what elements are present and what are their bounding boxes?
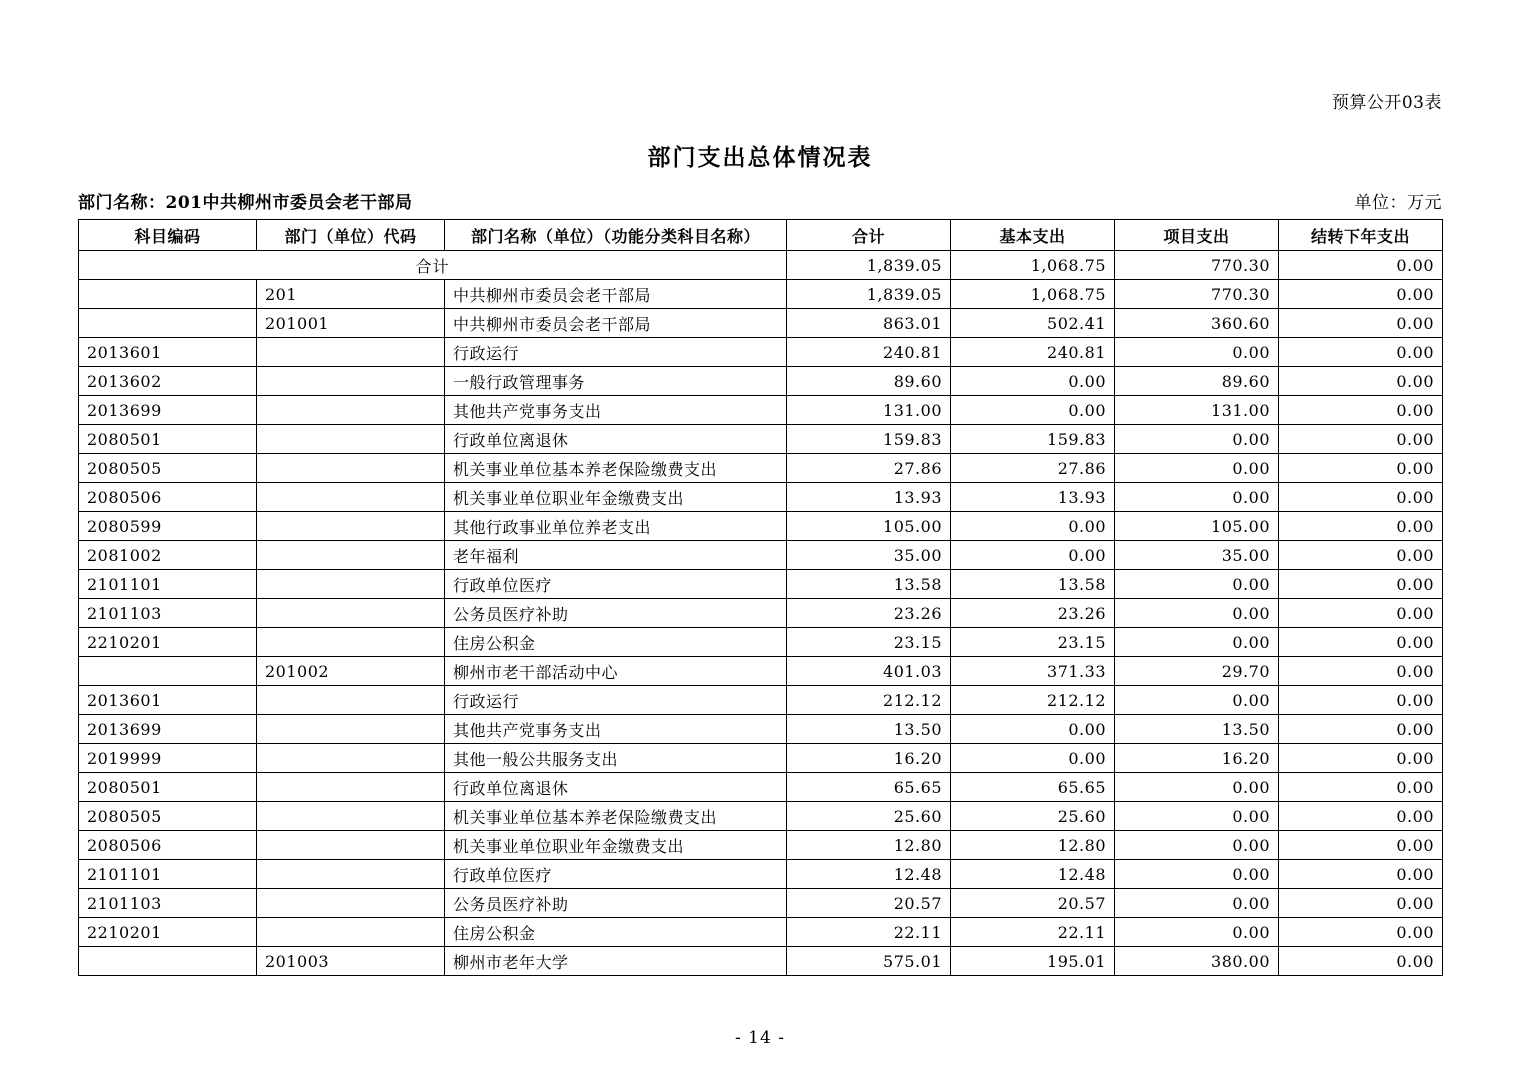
cell-basic: 12.48 [951,860,1115,889]
cell-basic: 65.65 [951,773,1115,802]
cell-project: 29.70 [1115,657,1279,686]
cell-carryover: 0.00 [1279,802,1443,831]
cell-subject-code: 2080505 [79,454,257,483]
cell-department-code [257,599,445,628]
cell-total: 89.60 [787,367,951,396]
cell-carryover: 0.00 [1279,773,1443,802]
column-header-department-name: 部门名称（单位）（功能分类科目名称） [445,220,787,251]
cell-total: 65.65 [787,773,951,802]
cell-department-code [257,628,445,657]
cell-total: 13.93 [787,483,951,512]
cell-basic: 371.33 [951,657,1115,686]
cell-project: 0.00 [1115,831,1279,860]
cell-basic: 0.00 [951,367,1115,396]
cell-total: 131.00 [787,396,951,425]
cell-basic: 0.00 [951,715,1115,744]
cell-department-code [257,744,445,773]
cell-department-code: 201003 [257,947,445,976]
cell-basic: 195.01 [951,947,1115,976]
cell-department-code: 201002 [257,657,445,686]
cell-basic: 23.26 [951,599,1115,628]
cell-basic: 0.00 [951,541,1115,570]
cell-department-name: 柳州市老年大学 [445,947,787,976]
cell-department-name: 行政运行 [445,686,787,715]
cell-total: 240.81 [787,338,951,367]
cell-subject-code: 2013601 [79,686,257,715]
cell-total: 105.00 [787,512,951,541]
cell-department-name: 一般行政管理事务 [445,367,787,396]
table-row [79,425,1443,454]
cell-project: 0.00 [1115,425,1279,454]
table-header-row [79,220,1443,251]
cell-basic: 12.80 [951,831,1115,860]
cell-project: 13.50 [1115,715,1279,744]
form-number: 预算公开03表 [1331,93,1442,113]
cell-carryover: 0.00 [1279,947,1443,976]
cell-department-name: 其他一般公共服务支出 [445,744,787,773]
cell-project: 0.00 [1115,686,1279,715]
cell-department-code [257,773,445,802]
cell-carryover: 0.00 [1279,309,1443,338]
cell-department-code [257,512,445,541]
column-header-basic-expenditure: 基本支出 [951,220,1115,251]
table-row [79,773,1443,802]
cell-subject-code: 2101103 [79,889,257,918]
department-name-label: 部门名称： [78,193,166,213]
page-footer: - 14 - [735,1028,785,1048]
cell-carryover: 0.00 [1279,715,1443,744]
table-row [79,396,1443,425]
cell-project: 0.00 [1115,628,1279,657]
cell-total: 1,839.05 [787,280,951,309]
cell-subject-code: 2013602 [79,367,257,396]
table-row [79,280,1443,309]
cell-total: 22.11 [787,918,951,947]
cell-project: 0.00 [1115,889,1279,918]
cell-department-code [257,802,445,831]
cell-subject-code: 2013699 [79,396,257,425]
cell-subject-code: 2101103 [79,599,257,628]
cell-total: 23.26 [787,599,951,628]
cell-department-name: 中共柳州市委员会老干部局 [445,309,787,338]
total-row-project: 770.30 [1115,251,1279,280]
cell-total: 35.00 [787,541,951,570]
cell-basic: 13.58 [951,570,1115,599]
cell-carryover: 0.00 [1279,860,1443,889]
cell-department-code [257,570,445,599]
cell-total: 12.48 [787,860,951,889]
cell-project: 0.00 [1115,599,1279,628]
cell-carryover: 0.00 [1279,338,1443,367]
cell-total: 23.15 [787,628,951,657]
table-row [79,512,1443,541]
cell-department-name: 机关事业单位职业年金缴费支出 [445,831,787,860]
cell-department-name: 住房公积金 [445,628,787,657]
cell-project: 16.20 [1115,744,1279,773]
total-row-total: 1,839.05 [787,251,951,280]
cell-department-code [257,715,445,744]
column-header-subject-code: 科目编码 [79,220,257,251]
cell-carryover: 0.00 [1279,541,1443,570]
cell-subject-code: 2080505 [79,802,257,831]
cell-project: 0.00 [1115,483,1279,512]
table-row [79,802,1443,831]
cell-subject-code: 2013699 [79,715,257,744]
cell-project: 0.00 [1115,918,1279,947]
cell-carryover: 0.00 [1279,628,1443,657]
cell-basic: 502.41 [951,309,1115,338]
cell-department-name: 公务员医疗补助 [445,889,787,918]
cell-basic: 22.11 [951,918,1115,947]
cell-department-code [257,541,445,570]
cell-total: 575.01 [787,947,951,976]
cell-project: 0.00 [1115,454,1279,483]
table-row-total [79,251,1443,280]
cell-department-name: 行政单位医疗 [445,570,787,599]
cell-department-code [257,338,445,367]
cell-basic: 212.12 [951,686,1115,715]
table-row [79,599,1443,628]
cell-department-name: 机关事业单位基本养老保险缴费支出 [445,454,787,483]
column-header-department-code: 部门（单位）代码 [257,220,445,251]
cell-carryover: 0.00 [1279,744,1443,773]
cell-department-code [257,425,445,454]
cell-carryover: 0.00 [1279,454,1443,483]
cell-department-code [257,918,445,947]
table-row [79,628,1443,657]
cell-subject-code: 2210201 [79,918,257,947]
table-row [79,657,1443,686]
cell-carryover: 0.00 [1279,599,1443,628]
cell-subject-code: 2080506 [79,831,257,860]
cell-basic: 0.00 [951,744,1115,773]
cell-total: 13.50 [787,715,951,744]
cell-total: 16.20 [787,744,951,773]
cell-carryover: 0.00 [1279,396,1443,425]
cell-subject-code: 2080506 [79,483,257,512]
cell-subject-code: 2080501 [79,773,257,802]
cell-department-name: 行政单位离退休 [445,773,787,802]
cell-project: 0.00 [1115,570,1279,599]
cell-total: 212.12 [787,686,951,715]
table-row [79,918,1443,947]
cell-subject-code: 2019999 [79,744,257,773]
cell-department-name: 柳州市老干部活动中心 [445,657,787,686]
cell-project: 105.00 [1115,512,1279,541]
cell-project: 131.00 [1115,396,1279,425]
cell-project: 0.00 [1115,773,1279,802]
cell-project: 770.30 [1115,280,1279,309]
cell-subject-code [79,280,257,309]
cell-department-name: 公务员医疗补助 [445,599,787,628]
cell-department-code: 201 [257,280,445,309]
document-meta [78,188,1442,213]
cell-subject-code [79,657,257,686]
cell-basic: 20.57 [951,889,1115,918]
cell-department-name: 住房公积金 [445,918,787,947]
cell-carryover: 0.00 [1279,512,1443,541]
column-header-total: 合计 [787,220,951,251]
page-title: 部门支出总体情况表 [647,144,873,171]
cell-department-name: 老年福利 [445,541,787,570]
cell-total: 27.86 [787,454,951,483]
total-row-label: 合计 [79,251,787,280]
cell-total: 12.80 [787,831,951,860]
cell-total: 20.57 [787,889,951,918]
cell-project: 0.00 [1115,860,1279,889]
cell-department-code: 201001 [257,309,445,338]
cell-basic: 0.00 [951,512,1115,541]
table-row [79,454,1443,483]
cell-department-code [257,831,445,860]
cell-carryover: 0.00 [1279,657,1443,686]
total-row-basic: 1,068.75 [951,251,1115,280]
cell-subject-code: 2101101 [79,860,257,889]
budget-table [78,219,1443,976]
table-row [79,483,1443,512]
cell-total: 401.03 [787,657,951,686]
table-row [79,889,1443,918]
table-row [79,831,1443,860]
cell-department-name: 行政单位医疗 [445,860,787,889]
table-row [79,744,1443,773]
cell-total: 863.01 [787,309,951,338]
cell-carryover: 0.00 [1279,831,1443,860]
cell-department-code [257,686,445,715]
table-row [79,686,1443,715]
cell-department-name: 机关事业单位职业年金缴费支出 [445,483,787,512]
table-row [79,338,1443,367]
cell-subject-code [79,309,257,338]
table-row [79,715,1443,744]
cell-total: 159.83 [787,425,951,454]
cell-carryover: 0.00 [1279,918,1443,947]
cell-department-name: 中共柳州市委员会老干部局 [445,280,787,309]
cell-subject-code: 2210201 [79,628,257,657]
unit-note: 单位：万元 [1354,193,1442,213]
cell-subject-code: 2013601 [79,338,257,367]
cell-subject-code: 2080501 [79,425,257,454]
cell-basic: 25.60 [951,802,1115,831]
cell-subject-code: 2101101 [79,570,257,599]
column-header-project-expenditure: 项目支出 [1115,220,1279,251]
cell-project: 35.00 [1115,541,1279,570]
total-row-carryover: 0.00 [1279,251,1443,280]
cell-basic: 23.15 [951,628,1115,657]
cell-carryover: 0.00 [1279,570,1443,599]
cell-project: 360.60 [1115,309,1279,338]
department-name-value: 201中共柳州市委员会老干部局 [165,193,413,213]
cell-department-name: 行政单位离退休 [445,425,787,454]
cell-basic: 0.00 [951,396,1115,425]
column-header-carryover: 结转下年支出 [1279,220,1443,251]
cell-department-code [257,396,445,425]
cell-subject-code: 2080599 [79,512,257,541]
cell-basic: 1,068.75 [951,280,1115,309]
table-body [79,251,1443,976]
cell-project: 0.00 [1115,802,1279,831]
department-name-line [78,188,413,213]
cell-carryover: 0.00 [1279,367,1443,396]
table-row [79,570,1443,599]
cell-carryover: 0.00 [1279,483,1443,512]
cell-department-code [257,454,445,483]
cell-basic: 240.81 [951,338,1115,367]
cell-department-name: 其他行政事业单位养老支出 [445,512,787,541]
cell-department-code [257,860,445,889]
cell-carryover: 0.00 [1279,889,1443,918]
table-row [79,309,1443,338]
cell-carryover: 0.00 [1279,280,1443,309]
cell-project: 89.60 [1115,367,1279,396]
table-row [79,541,1443,570]
cell-subject-code: 2081002 [79,541,257,570]
cell-department-name: 机关事业单位基本养老保险缴费支出 [445,802,787,831]
cell-subject-code [79,947,257,976]
cell-project: 380.00 [1115,947,1279,976]
table-row [79,367,1443,396]
cell-basic: 13.93 [951,483,1115,512]
cell-carryover: 0.00 [1279,425,1443,454]
table-header [79,220,1443,251]
cell-department-code [257,483,445,512]
cell-project: 0.00 [1115,338,1279,367]
cell-carryover: 0.00 [1279,686,1443,715]
cell-department-code [257,889,445,918]
cell-total: 25.60 [787,802,951,831]
cell-basic: 159.83 [951,425,1115,454]
cell-department-name: 其他共产党事务支出 [445,715,787,744]
table-row [79,860,1443,889]
cell-department-name: 其他共产党事务支出 [445,396,787,425]
cell-department-name: 行政运行 [445,338,787,367]
table-row [79,947,1443,976]
cell-total: 13.58 [787,570,951,599]
cell-basic: 27.86 [951,454,1115,483]
cell-department-code [257,367,445,396]
